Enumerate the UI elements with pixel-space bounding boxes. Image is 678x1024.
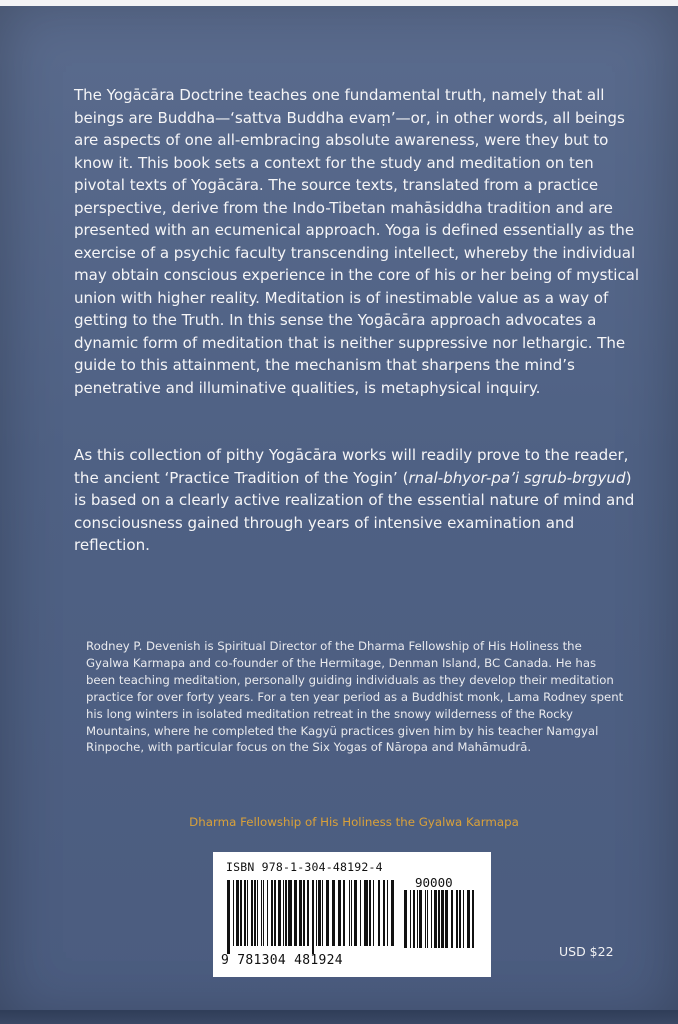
barcode-bar: [312, 880, 314, 954]
barcode-addon-bar: [456, 890, 458, 948]
barcode-bar: [369, 880, 371, 946]
barcode-bar: [391, 880, 394, 946]
barcode-addon-bar: [425, 890, 426, 948]
barcode-bar: [236, 880, 239, 946]
barcode-bar: [338, 880, 341, 946]
barcode-bar: [332, 880, 335, 946]
barcode-addon-bar: [467, 890, 470, 948]
barcode-addon-bar: [438, 890, 440, 948]
barcode-bar: [274, 880, 276, 946]
barcode-digits: 9 781304 481924: [221, 953, 343, 968]
barcode-bar: [247, 880, 248, 946]
barcode: [213, 852, 491, 977]
barcode-price-code: 90000: [415, 875, 453, 890]
barcode-bar: [364, 880, 368, 946]
barcode-bar: [343, 880, 345, 946]
barcode-bar: [254, 880, 256, 946]
barcode-addon-bar: [463, 890, 464, 948]
barcode-bar: [299, 880, 302, 946]
page-edge-bottom: [0, 1010, 678, 1024]
barcode-bar: [351, 880, 352, 946]
tibetan-term: rnal-bhyor-pa’i sgrub-brgyud: [408, 468, 626, 487]
barcode-addon-bar: [441, 890, 444, 948]
barcode-bar: [294, 880, 297, 946]
barcode-bar: [383, 880, 385, 946]
barcode-bar: [349, 880, 350, 946]
paragraph-2-text-end: ) is based on a clearly active realization of the essential nature of mind and consciousness gained through years of intensive examination and reflection.: [74, 468, 635, 554]
barcode-addon-bar: [417, 890, 418, 948]
barcode-bar: [326, 880, 329, 946]
description-paragraph-1: The Yogācāra Doctrine teaches one fundamental truth, namely that all beings are Buddha—‘sattva Buddha evaṃ’—or, in other words, all beings are aspects of one all-embracing absolute awareness, were they but to know it. This book sets a context for the study and meditation on ten pivotal texts of Yogācāra. The source texts, translated from a practice perspective, derive from the Indo-Tibetan mahāsiddha tradition and are presented with an ecumenical approach. Yoga is defined essentially as the exercise of a psychic faculty transcending intellect, whereby the individual may obtain conscious experience in the core of his or her being of mystical union with higher reality. Meditation is of inestimable value as a way of getting to the Truth. In this sense the Yogācāra approach advocates a dynamic form of meditation that is neither suppressive nor lethargic. The guide to this attainment, the mechanism that sharpens the mind’s penetrative and illuminative qualities, is metaphysical inquiry.: [74, 86, 640, 397]
barcode-bar: [261, 880, 262, 946]
barcode-bar: [278, 880, 281, 946]
barcode-bar: [318, 880, 321, 946]
barcode-bar: [360, 880, 361, 946]
barcode-bar: [240, 880, 242, 946]
barcode-addon-bar: [434, 890, 437, 948]
barcode-bar: [322, 880, 323, 946]
paragraph-2-text-start: As this collection of pithy Yogācāra works will readily prove to the reader, the ancient ‘Practice Tradition of the Yogin’ (: [74, 446, 629, 487]
barcode-bar: [244, 880, 246, 946]
barcode-addon-bar: [431, 890, 432, 948]
barcode-bar: [288, 880, 292, 946]
barcode-bar: [285, 880, 287, 946]
price-label: USD $22: [559, 944, 614, 959]
page-edge-top: [0, 0, 678, 6]
barcode-bar: [354, 880, 357, 946]
description-paragraph-2: [74, 444, 644, 557]
barcode-addon-bar: [472, 890, 474, 948]
barcode-addon-bar: [410, 890, 411, 948]
barcode-addon-bar: [413, 890, 415, 948]
barcode-bar: [283, 880, 284, 946]
barcode-bar: [387, 880, 388, 946]
publisher-name: Dharma Fellowship of His Holiness the Gyalwa Karmapa: [189, 815, 519, 829]
barcode-bar: [378, 880, 380, 946]
barcode-bar: [257, 880, 258, 946]
barcode-bar: [303, 880, 305, 946]
barcode-main-bars: [227, 880, 397, 954]
barcode-bar: [263, 880, 264, 946]
barcode-addon-bar: [404, 890, 407, 948]
barcode-addon-bar: [459, 890, 461, 948]
barcode-addon-bar: [419, 890, 422, 948]
barcode-bar: [373, 880, 374, 946]
isbn-label: ISBN 978-1-304-48192-4: [226, 860, 383, 874]
barcode-bar: [267, 880, 268, 946]
barcode-bar: [271, 880, 273, 946]
barcode-bar: [307, 880, 309, 946]
barcode-bar: [316, 880, 317, 946]
barcode-bar: [251, 880, 253, 946]
barcode-addon-bar: [451, 890, 453, 948]
barcode-addon-bar: [427, 890, 428, 948]
author-bio: Rodney P. Devenish is Spiritual Director of the Dharma Fellowship of His Holiness the Gyalwa Karmapa and co-founder of the Hermitage, Denman Island, BC Canada. He has been teaching meditation, personally guiding individuals as they develop their meditation practice for over forty years. For a ten year period as a Buddhist monk, Lama Rodney spent his long winters in isolated meditation retreat in the snowy wilderness of the Rocky Mountains, where he completed the Kagyü practices given him by his teacher Namgyal Rinpoche, with particular focus on the Six Yogas of Nāropa and Mahāmudrā.: [86, 639, 624, 755]
barcode-bar: [227, 880, 230, 954]
barcode-addon-bar: [445, 890, 448, 948]
barcode-bar: [233, 880, 234, 946]
barcode-addon-bars: [404, 890, 476, 948]
